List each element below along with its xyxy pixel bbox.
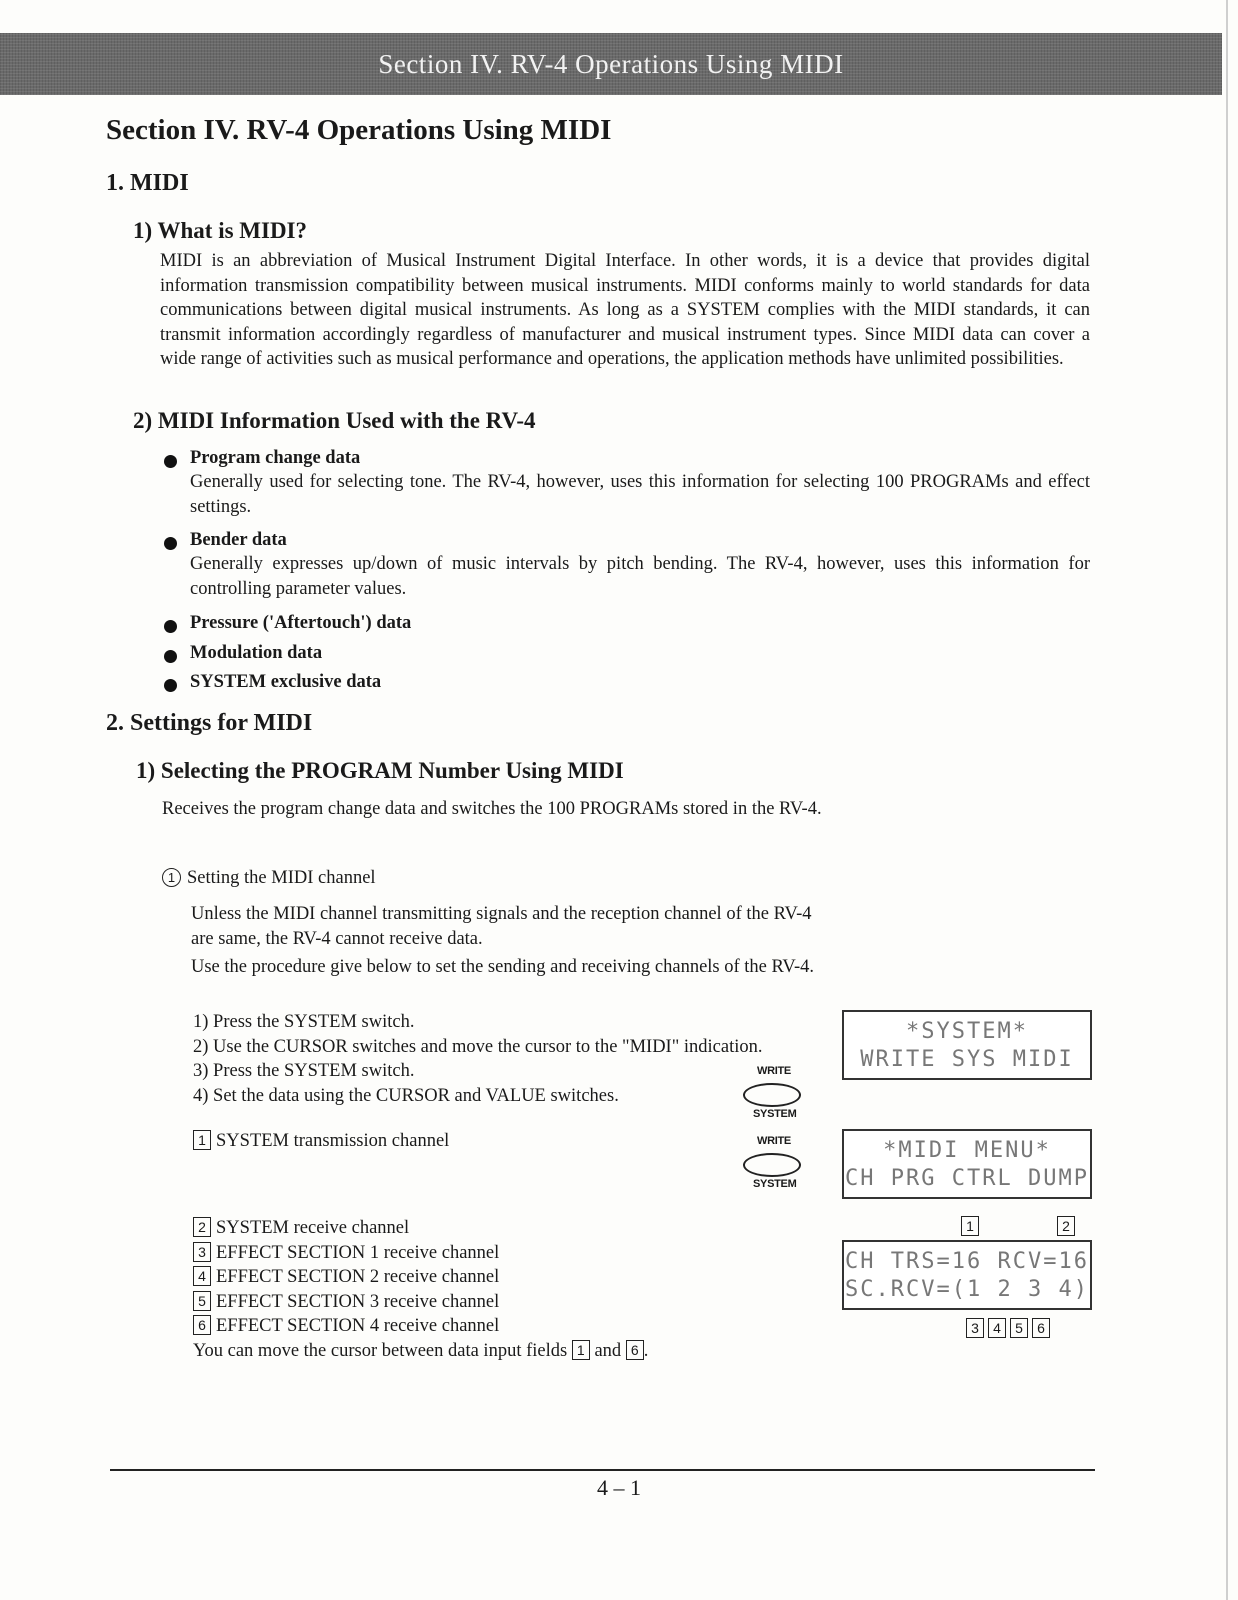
selecting-program-heading: 1) Selecting the PROGRAM Number Using MIDI <box>136 758 624 783</box>
procedure-step-4: 4) Set the data using the CURSOR and VALUE switches. <box>193 1085 619 1106</box>
selecting-program-intro: Receives the program change data and switches the 100 PROGRAMs stored in the RV-4. <box>162 799 822 819</box>
lcd-field-marker: 2 <box>1057 1216 1075 1236</box>
lcd-line-1: *SYSTEM* <box>906 1019 1028 1044</box>
field-label: SYSTEM receive channel <box>216 1218 410 1238</box>
bullet <box>164 455 177 468</box>
field-5-item <box>193 1290 648 1315</box>
lcd-line-2: WRITE SYS MIDI <box>860 1047 1074 1072</box>
lcd-field-marker: 6 <box>1032 1318 1050 1338</box>
footer-rule <box>110 1469 1095 1471</box>
step-number: 1 <box>162 868 181 887</box>
write-label: WRITE <box>757 1065 791 1077</box>
bullet-pressure: Pressure ('Aftertouch') data <box>190 613 412 633</box>
field-list <box>193 1216 648 1363</box>
field-2-item <box>193 1216 648 1241</box>
field-label: EFFECT SECTION 4 receive channel <box>216 1316 500 1336</box>
bullet-bender-desc: Generally expresses up/down of music intervals by pitch bending. The RV-4, however, uses this information for controlling parameter values. <box>190 554 1090 599</box>
step-midi-channel <box>162 866 376 891</box>
lcd-field-marker: 3 <box>966 1318 984 1338</box>
field-number-box: 5 <box>193 1291 211 1311</box>
midi-info-heading: 2) MIDI Information Used with the RV-4 <box>133 408 536 433</box>
lcd-channel-display <box>842 1240 1092 1310</box>
field-4-item <box>193 1265 648 1290</box>
field-1-item <box>193 1129 449 1154</box>
system-label: SYSTEM <box>753 1108 797 1120</box>
field-3-item <box>193 1241 648 1266</box>
field-label: EFFECT SECTION 3 receive channel <box>216 1291 500 1312</box>
field-number-box: 3 <box>193 1242 211 1262</box>
lcd-field-marker: 4 <box>988 1318 1006 1338</box>
lcd-line-2: CH PRG CTRL DUMP <box>845 1166 1089 1191</box>
what-is-midi-body: MIDI is an abbreviation of Musical Instrument Digital Interface. In other words, it is a device that provides digital information transmission compatibility between musical instruments. MIDI conforms mainly to world standards for data communications between digital musical instruments. As long as a SYSTEM complies with the MIDI standards, it can transmit information accordingly regardless of manufacturer and musical instrument types. Since MIDI data can cover a wide range of activities such as musical performance and operations, the application methods have unlimited possibilities. <box>160 251 1090 369</box>
system-switch-icon <box>743 1153 801 1177</box>
step-title: Setting the MIDI channel <box>187 868 376 888</box>
bullet <box>164 679 177 692</box>
lcd-system-display <box>842 1010 1092 1080</box>
field-number-box: 2 <box>193 1217 211 1237</box>
section-2-heading: 2. Settings for MIDI <box>106 710 313 736</box>
lcd-field-marker: 1 <box>961 1216 979 1236</box>
field-6-item <box>193 1314 648 1339</box>
lcd-line-1: CH TRS=16 RCV=16 <box>845 1249 1089 1274</box>
procedure-step-2: 2) Use the CURSOR switches and move the cursor to the "MIDI" indication. <box>193 1036 763 1057</box>
section-banner: Section IV. RV-4 Operations Using MIDI <box>0 33 1222 95</box>
page-title: Section IV. RV-4 Operations Using MIDI <box>106 114 612 146</box>
field-number-box: 4 <box>193 1266 211 1286</box>
write-label: WRITE <box>757 1135 791 1147</box>
bullet-bender: Bender data <box>190 530 287 550</box>
para-channel-match: Unless the MIDI channel transmitting signals and the reception channel of the RV-4 are same, the RV-4 cannot receive data. <box>191 904 812 949</box>
page-edge <box>1226 0 1228 1600</box>
lcd-bottom-markers <box>966 1318 1050 1339</box>
field-label: EFFECT SECTION 1 receive channel <box>216 1242 500 1263</box>
system-switch-icon <box>743 1083 801 1107</box>
bullet <box>164 620 177 633</box>
bullet-program-change-desc: Generally used for selecting tone. The RV-4, however, uses this information for selecting 100 PROGRAMs and effect settings. <box>190 472 1090 517</box>
bullet-sysex: SYSTEM exclusive data <box>190 672 382 692</box>
lcd-line-2: SC.RCV=(1 2 3 4) <box>845 1277 1089 1302</box>
what-is-midi-heading: 1) What is MIDI? <box>133 218 308 243</box>
field-number-box: 6 <box>626 1340 644 1360</box>
field-label: EFFECT SECTION 2 receive channel <box>216 1267 500 1287</box>
section-1-heading: 1. MIDI <box>106 170 189 196</box>
procedure-list <box>193 1010 823 1108</box>
bullet <box>164 650 177 663</box>
procedure-step-1: 1) Press the SYSTEM switch. <box>193 1012 415 1032</box>
lcd-midi-menu-display <box>842 1129 1092 1199</box>
lcd-line-1: *MIDI MENU* <box>883 1138 1051 1163</box>
lcd-field-marker: 5 <box>1010 1318 1028 1338</box>
bullet <box>164 537 177 550</box>
bullet-modulation: Modulation data <box>190 643 323 663</box>
system-label: SYSTEM <box>753 1178 797 1190</box>
para-procedure: Use the procedure give below to set the sending and receiving channels of the RV-4. <box>191 957 815 977</box>
page-number: 4 – 1 <box>597 1475 641 1500</box>
procedure-step-3: 3) Press the SYSTEM switch. <box>193 1061 415 1081</box>
field-number-box: 6 <box>193 1315 211 1335</box>
field-number-box: 1 <box>572 1340 590 1360</box>
cursor-move-note: You can move the cursor between data input fields 1 and 6 . <box>193 1340 649 1361</box>
bullet-program-change: Program change data <box>190 448 361 468</box>
field-number-box: 1 <box>193 1130 211 1150</box>
field-label: SYSTEM transmission channel <box>216 1131 450 1151</box>
